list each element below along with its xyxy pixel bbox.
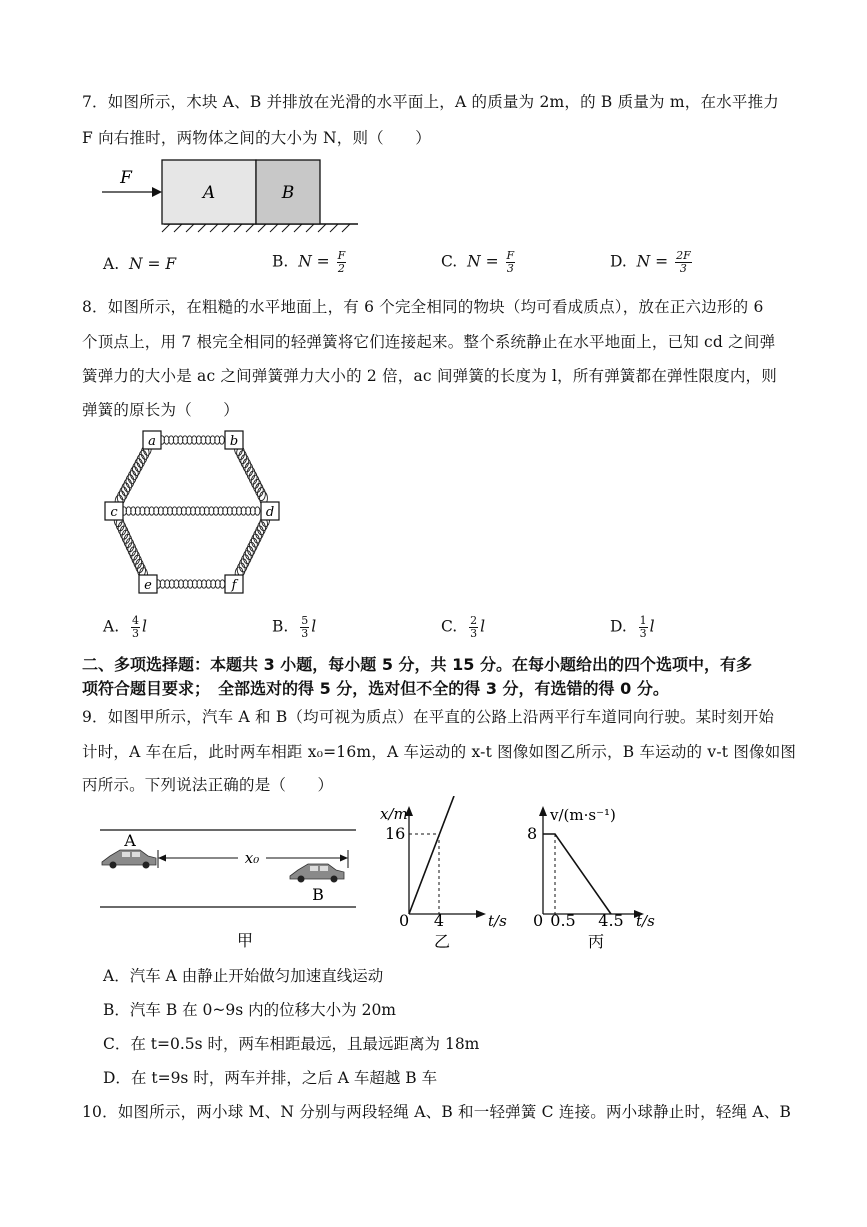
force-label: F	[120, 168, 132, 188]
v-t-line	[543, 834, 611, 914]
q9-option-a[interactable]: A．汽车 A 由静止开始做匀加速直线运动	[103, 967, 384, 985]
q10-text-line1: 10．如图所示，两小球 M、N 分别与两段轻绳 A、B 和一轻弹簧 C 连接。两小球静止时，轻绳 A、B	[82, 1103, 792, 1121]
q7-text-line1: 7．如图所示，木块 A、B 并排放在光滑的水平面上，A 的质量为 2m，的 B 质量为 m，在水平推力	[82, 93, 779, 111]
block-b-label: B	[281, 183, 295, 203]
car-a-label: A	[124, 831, 136, 850]
q7-figure	[96, 158, 366, 233]
section2-heading-line2: 项符合题目要求； 全部选对的得 5 分，选对但不全的得 3 分，有选错的得 0 分。	[82, 679, 669, 698]
block-label-f: f	[231, 578, 237, 593]
q9-figure-jia	[98, 820, 360, 955]
q8-hexagon-figure	[96, 424, 296, 602]
q9-option-c[interactable]: C．在 t=0.5s 时，两车相距最远，且最远距离为 18m	[103, 1035, 480, 1053]
q9-figure-bing	[520, 796, 670, 956]
yi-ylabel: x/m	[380, 805, 408, 823]
caption-bing: 丙	[587, 932, 605, 951]
x-t-line	[409, 796, 454, 914]
q9-text-line3: 丙所示。下列说法正确的是（ ）	[82, 776, 334, 794]
spring-ce	[114, 513, 147, 580]
car-b	[290, 864, 344, 883]
spring-bd	[235, 442, 268, 504]
block-a-label: A	[202, 183, 216, 203]
q8-text-line4: 弹簧的原长为（ ）	[82, 401, 240, 419]
bing-xlabel: t/s	[636, 912, 655, 930]
q9-text-line1: 9．如图甲所示，汽车 A 和 B（均可视为质点）在平直的公路上沿两平行车道同向行驶。某时刻开始	[82, 708, 775, 726]
q9-option-b[interactable]: B．汽车 B 在 0~9s 内的位移大小为 20m	[103, 1001, 397, 1019]
q9-option-d[interactable]: D．在 t=9s 时，两车并排，之后 A 车超越 B 车	[103, 1069, 438, 1087]
block-label-c: c	[110, 505, 118, 520]
spring-df	[235, 513, 269, 580]
q8-text-line2: 个顶点上，用 7 根完全相同的轻弹簧将它们连接起来。整个系统静止在水平地面上，已知 cd 之间弹	[82, 333, 776, 351]
q8-option-b[interactable]: B. $\frac{5}{3}$ l	[272, 614, 317, 640]
bing-tick-8: 8	[527, 824, 538, 843]
car-a	[102, 850, 156, 869]
yi-tick-4: 4	[433, 911, 445, 930]
bing-tick-45: 4.5	[598, 911, 624, 930]
bing-origin: 0	[533, 911, 544, 930]
distance-x0-label: x₀	[244, 849, 260, 867]
section2-heading-line1: 二、多项选择题：本题共 3 小题，每小题 5 分，共 15 分。在每小题给出的四个选项中，有多	[82, 655, 752, 674]
bing-tick-05: 0.5	[550, 911, 576, 930]
q8-text-line1: 8．如图所示，在粗糙的水平地面上，有 6 个完全相同的物块（均可看成质点），放在正六边形的 6	[82, 298, 764, 316]
block-label-a: a	[148, 434, 156, 449]
spring-ef	[155, 580, 224, 588]
q7-option-b[interactable]: B. N = $\frac{F}{2}$	[272, 249, 346, 275]
q8-text-line3: 簧弹力的大小是 ac 之间弹簧弹力大小的 2 倍，ac 间弹簧的长度为 l，所有弹簧都在弹性限度内，则	[82, 367, 777, 385]
caption-yi: 乙	[433, 932, 451, 951]
yi-tick-16: 16	[385, 824, 406, 843]
q8-option-c[interactable]: C. $\frac{2}{3}$ l	[441, 614, 486, 640]
spring-cd	[121, 507, 259, 515]
q9-text-line2: 计时，A 车在后，此时两车相距 x₀=16m，A 车运动的 x-t 图像如图乙所示，B 车运动的 v-t 图像如图	[82, 743, 797, 761]
q9-figure-yi	[372, 796, 512, 956]
block-label-b: b	[229, 434, 239, 449]
q8-option-a[interactable]: A. $\frac{4}{3}$ l	[103, 614, 147, 640]
spring-ab	[159, 436, 224, 444]
q7-text-line2: F 向右推时，两物体之间的大小为 N，则（ ）	[82, 129, 431, 147]
q7-option-a[interactable]: A. N = F	[103, 255, 177, 273]
q7-option-d[interactable]: D. N = $\frac{2F}{3}$	[610, 249, 691, 275]
block-label-e: e	[144, 578, 152, 593]
car-b-label: B	[312, 885, 324, 904]
spring-ac	[115, 442, 151, 508]
caption-jia: 甲	[236, 931, 254, 950]
block-label-d: d	[265, 505, 275, 520]
bing-ylabel: v/(m·s⁻¹)	[550, 806, 616, 824]
q8-option-d[interactable]: D. $\frac{1}{3}$ l	[610, 614, 655, 640]
q7-option-c[interactable]: C. N = $\frac{F}{3}$	[441, 249, 515, 275]
yi-xlabel: t/s	[488, 912, 507, 930]
yi-origin: 0	[399, 911, 410, 930]
